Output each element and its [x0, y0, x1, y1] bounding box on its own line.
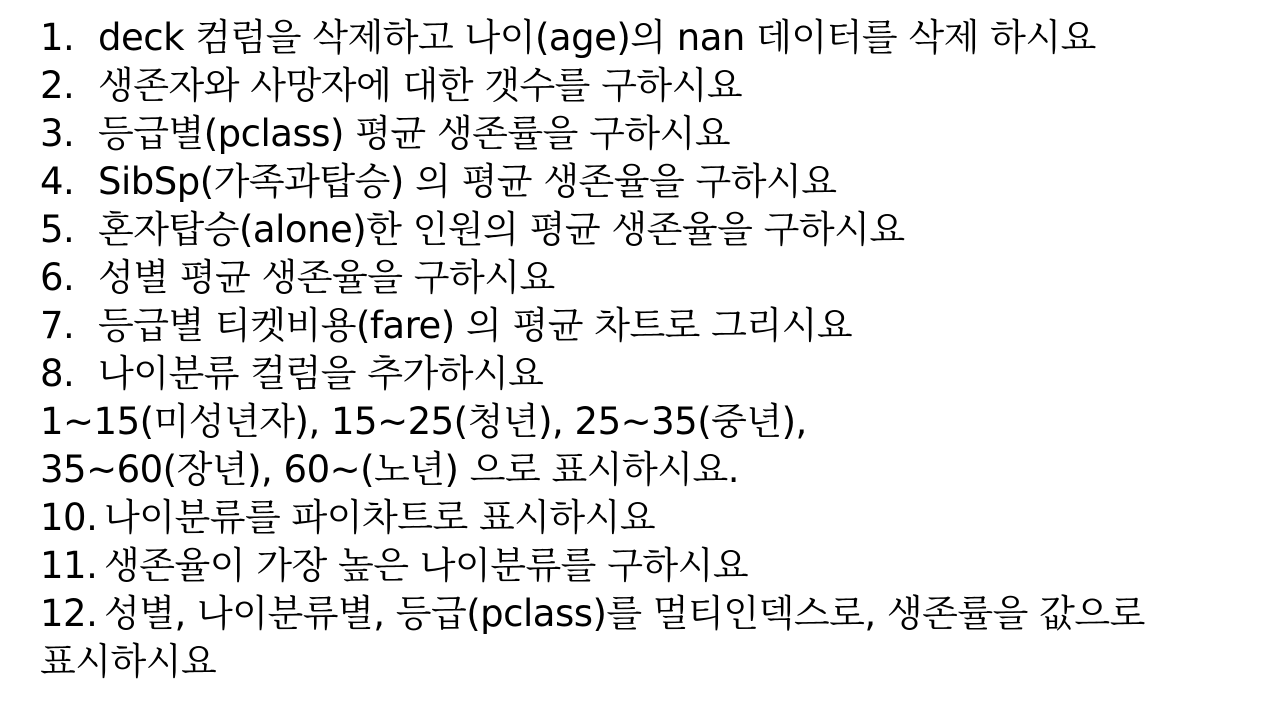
item-number: 3.	[40, 112, 75, 155]
list-item	[40, 494, 1272, 542]
item-text: deck 컴럼을 삭제하고 나이(age)의 nan 데이터를 삭제 하시요	[98, 16, 1096, 59]
list-item	[40, 302, 1272, 350]
item-text: 생존자와 사망자에 대한 갯수를 구하시요	[98, 64, 743, 107]
item-text: 등급별 티켓비용(fare) 의 평균 차트로 그리시요	[98, 304, 853, 347]
item-number: 10.	[40, 496, 98, 539]
item-number: 2.	[40, 64, 75, 107]
list-item	[40, 14, 1272, 62]
continuation-line: 35~60(장년), 60~(노년) 으로 표시하시요.	[40, 448, 739, 491]
list-item	[40, 542, 1272, 590]
item-number: 11.	[40, 544, 98, 587]
list-item	[40, 110, 1272, 158]
item-text: 생존율이 가장 높은 나이분류를 구하시요	[104, 544, 749, 587]
item-number: 6.	[40, 256, 75, 299]
item-text: 나이분류 컬럼을 추가하시요	[98, 352, 544, 395]
item-text: SibSp(가족과탑승) 의 평균 생존율을 구하시요	[98, 160, 837, 203]
item-number: 5.	[40, 208, 75, 251]
item-text: 혼자탑승(alone)한 인원의 평균 생존율을 구하시요	[98, 208, 905, 251]
item-text: 나이분류를 파이차트로 표시하시요	[104, 496, 656, 539]
item-number: 4.	[40, 160, 75, 203]
item-number: 7.	[40, 304, 75, 347]
item-number: 12.	[40, 592, 98, 635]
item-number: 1.	[40, 16, 75, 59]
item-number: 8.	[40, 352, 75, 395]
final-line: 표시하시요	[40, 640, 217, 683]
list-item	[40, 158, 1272, 206]
list-item	[40, 350, 1272, 398]
list-item	[40, 254, 1272, 302]
item-text: 성별 평균 생존율을 구하시요	[98, 256, 555, 299]
list-item	[40, 590, 1272, 638]
list-item	[40, 62, 1272, 110]
item-text: 등급별(pclass) 평균 생존률을 구하시요	[98, 112, 731, 155]
task-list	[40, 14, 1272, 686]
continuation-line: 1~15(미성년자), 15~25(청년), 25~35(중년),	[40, 400, 807, 443]
item-text: 성별, 나이분류별, 등급(pclass)를 멀티인덱스로, 생존률을 값으로	[104, 592, 1145, 635]
list-item	[40, 206, 1272, 254]
